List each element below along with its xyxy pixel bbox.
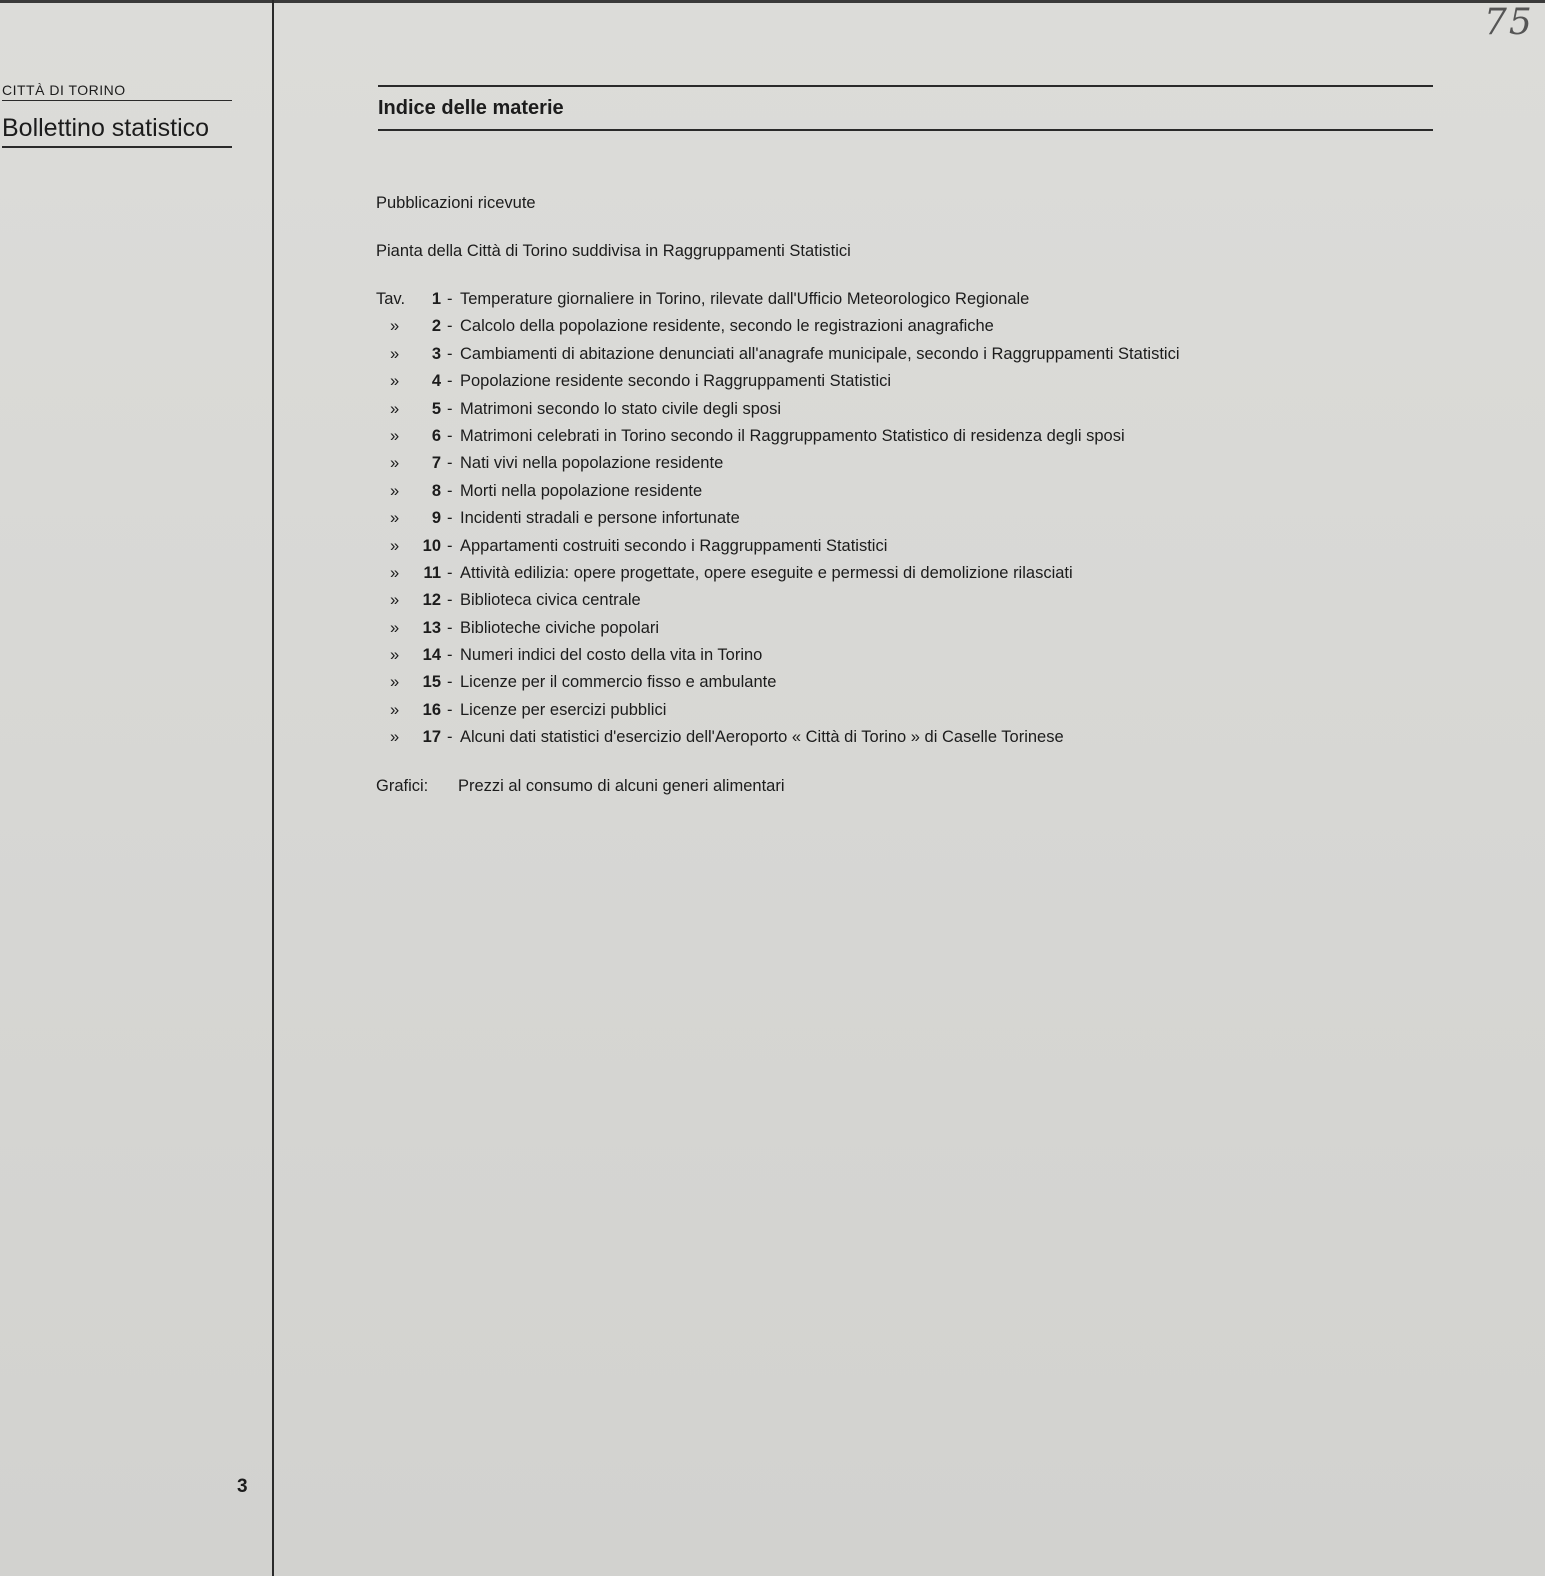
table-entry xyxy=(376,701,1436,728)
table-title: Incidenti stradali e persone infortunate xyxy=(460,509,740,528)
separator-dash: - xyxy=(447,618,453,637)
table-entry xyxy=(376,317,1436,344)
table-title: Matrimoni secondo lo stato civile degli sposi xyxy=(460,399,781,418)
handwritten-page-number: 75 xyxy=(1484,2,1534,43)
ditto-mark: » xyxy=(390,536,400,555)
separator-dash: - xyxy=(447,426,453,445)
table-number: 2 xyxy=(431,317,441,336)
table-title: Matrimoni celebrati in Torino secondo il Raggruppamento Statistico di residenza degli sposi xyxy=(460,426,1125,445)
table-number: 6 xyxy=(431,426,441,445)
ditto-mark: » xyxy=(390,646,400,665)
table-entry xyxy=(376,345,1436,372)
separator-dash: - xyxy=(447,536,453,555)
table-title: Calcolo della popolazione residente, secondo le registrazioni anagrafiche xyxy=(460,317,994,336)
ditto-mark: » xyxy=(390,372,400,391)
table-title: Alcuni dati statistici d'esercizio dell'Aeroporto « Città di Torino » di Caselle Torinese xyxy=(460,728,1064,747)
ditto-mark: » xyxy=(390,426,400,445)
table-title: Nati vivi nella popolazione residente xyxy=(460,454,724,473)
table-entry xyxy=(376,728,1436,755)
table-number: 14 xyxy=(422,646,441,665)
ditto-mark: » xyxy=(390,700,400,719)
heading-rule-bottom xyxy=(378,129,1433,131)
table-entry xyxy=(376,564,1436,591)
city-name: CITTÀ DI TORINO xyxy=(2,82,232,101)
table-title: Numeri indici del costo della vita in Torino xyxy=(460,646,763,665)
separator-dash: - xyxy=(447,454,453,473)
bulletin-title: Bollettino statistico xyxy=(2,114,232,148)
ditto-mark: » xyxy=(390,618,400,637)
table-entry xyxy=(376,591,1436,618)
table-title: Attività edilizia: opere progettate, opere eseguite e permessi di demolizione rilasciati xyxy=(460,563,1073,582)
table-entry xyxy=(376,400,1436,427)
separator-dash: - xyxy=(447,591,453,610)
index-title: Indice delle materie xyxy=(378,97,564,119)
separator-dash: - xyxy=(447,700,453,719)
table-title: Cambiamenti di abitazione denunciati all'anagrafe municipale, secondo i Raggruppamenti Statistici xyxy=(460,344,1180,363)
published-entry: Pubblicazioni ricevute xyxy=(376,194,536,212)
table-entry xyxy=(376,454,1436,481)
table-title: Appartamenti costruiti secondo i Raggruppamenti Statistici xyxy=(460,536,888,555)
table-number: 11 xyxy=(423,563,441,582)
table-number: 16 xyxy=(422,700,441,719)
margin-rule xyxy=(272,0,274,1576)
charts-label: Grafici: xyxy=(376,776,429,795)
ditto-mark: » xyxy=(390,591,400,610)
table-number: 1 xyxy=(431,290,441,308)
ditto-mark: » xyxy=(390,399,400,418)
separator-dash: - xyxy=(447,372,453,391)
table-title: Popolazione residente secondo i Raggruppamenti Statistici xyxy=(460,372,892,391)
tav-label: Tav. xyxy=(376,290,406,308)
tables-list xyxy=(376,290,1436,756)
table-entry xyxy=(376,619,1436,646)
separator-dash: - xyxy=(447,344,453,363)
separator-dash: - xyxy=(447,646,453,665)
table-entry xyxy=(376,509,1436,536)
ditto-mark: » xyxy=(390,728,400,747)
ditto-mark: » xyxy=(390,344,400,363)
separator-dash: - xyxy=(447,509,453,528)
separator-dash: - xyxy=(447,563,453,582)
separator-dash: - xyxy=(447,399,453,418)
charts-text: Prezzi al consumo di alcuni generi alimentari xyxy=(458,776,785,795)
charts-entry xyxy=(376,777,1436,796)
table-entry xyxy=(376,482,1436,509)
table-number: 17 xyxy=(422,728,441,747)
table-title: Biblioteche civiche popolari xyxy=(460,618,660,637)
ditto-mark: » xyxy=(390,509,400,528)
table-number: 4 xyxy=(431,372,441,391)
table-title: Morti nella popolazione residente xyxy=(460,481,703,500)
ditto-mark: » xyxy=(390,481,400,500)
index-content xyxy=(376,194,1436,796)
ditto-mark: » xyxy=(390,563,400,582)
separator-dash: - xyxy=(447,481,453,500)
table-number: 13 xyxy=(422,618,441,637)
table-entry xyxy=(376,537,1436,564)
table-number: 9 xyxy=(431,509,441,528)
ditto-mark: » xyxy=(390,454,400,473)
table-number: 15 xyxy=(422,673,441,692)
table-title: Licenze per esercizi pubblici xyxy=(460,700,667,719)
table-entry xyxy=(376,372,1436,399)
page-number: 3 xyxy=(237,1476,248,1497)
table-entry xyxy=(376,646,1436,673)
table-entry xyxy=(376,427,1436,454)
table-title: Biblioteca civica centrale xyxy=(460,591,641,610)
top-edge xyxy=(0,0,1545,3)
table-number: 12 xyxy=(422,591,441,610)
table-number: 5 xyxy=(431,399,441,418)
table-entry xyxy=(376,673,1436,700)
separator-dash: - xyxy=(447,317,453,336)
ditto-mark: » xyxy=(390,317,400,336)
map-entry: Pianta della Città di Torino suddivisa in Raggruppamenti Statistici xyxy=(376,242,851,260)
separator-dash: - xyxy=(447,728,453,747)
ditto-mark: » xyxy=(390,673,400,692)
table-entry xyxy=(376,290,1436,317)
table-title: Licenze per il commercio fisso e ambulante xyxy=(460,673,777,692)
table-number: 3 xyxy=(431,344,441,363)
separator-dash: - xyxy=(447,673,453,692)
heading-rule-top xyxy=(378,85,1433,87)
table-number: 10 xyxy=(422,536,441,555)
separator-dash: - xyxy=(447,290,453,308)
table-number: 7 xyxy=(431,454,441,473)
table-title: Temperature giornaliere in Torino, rilevate dall'Ufficio Meteorologico Regionale xyxy=(460,290,1030,308)
table-number: 8 xyxy=(431,481,441,500)
